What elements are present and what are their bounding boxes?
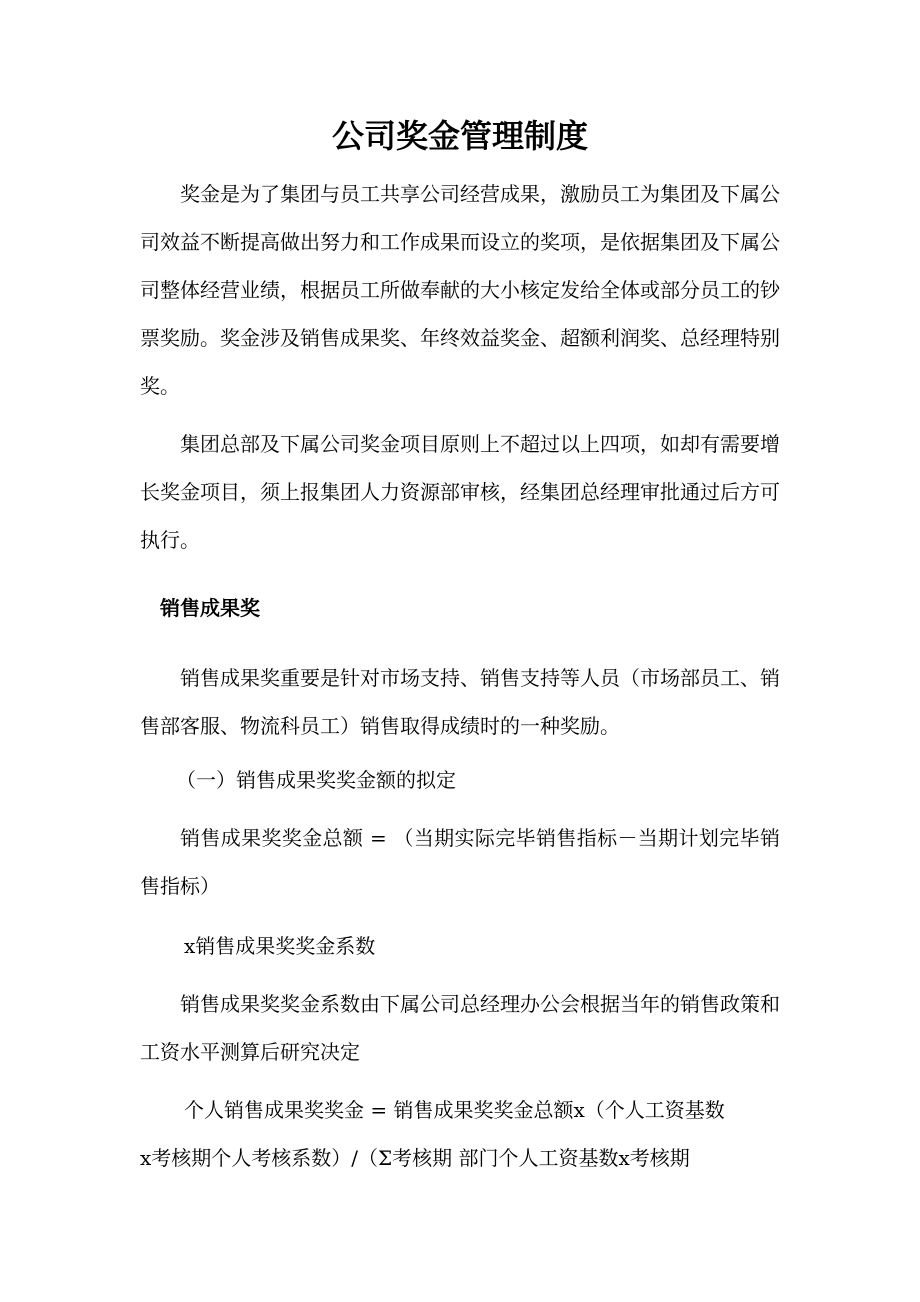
subsection-heading: （一）销售成果奖奖金额的拟定 xyxy=(176,768,456,792)
section-paragraph: 销售成果奖重要是针对市场支持、销售支持等人员（市场部员工、销售部客服、物流科员工）销售取得成绩时的一种奖励。 xyxy=(140,666,780,738)
formula-1: 销售成果奖奖金总额 = （当期实际完毕销售指标－当期计划完毕销售指标） xyxy=(140,826,780,898)
document-title: 公司奖金管理制度 xyxy=(331,117,588,155)
formula-2-line-1: 个人销售成果奖奖金 = 销售成果奖奖金总额x（个人工资基数 xyxy=(184,1098,725,1122)
formula-1-continuation: x销售成果奖奖金系数 xyxy=(184,934,376,958)
section-heading: 销售成果奖 xyxy=(160,596,260,620)
intro-paragraph-1: 奖金是为了集团与员工共享公司经营成果，激励员工为集团及下属公司效益不断提高做出努力和工作成果而设立的奖项，是依据集团及下属公司整体经营业绩，根据员工所做奉献的大小核定发给全体或部分员工的钞票奖励。奖金涉及销售成果奖、年终效益奖金、超额利润奖、总经理特别奖。 xyxy=(140,182,780,398)
intro-paragraph-2: 集团总部及下属公司奖金项目原则上不超过以上四项，如却有需要增长奖金项目，须上报集团人力资源部审核，经集团总经理审批通过后方可执行。 xyxy=(140,432,780,552)
coefficient-paragraph: 销售成果奖奖金系数由下属公司总经理办公会根据当年的销售政策和工资水平测算后研究决定 xyxy=(140,992,780,1064)
formula-2-line-2: x考核期个人考核系数）/（Σ考核期 部门个人工资基数x考核期 xyxy=(140,1146,690,1170)
